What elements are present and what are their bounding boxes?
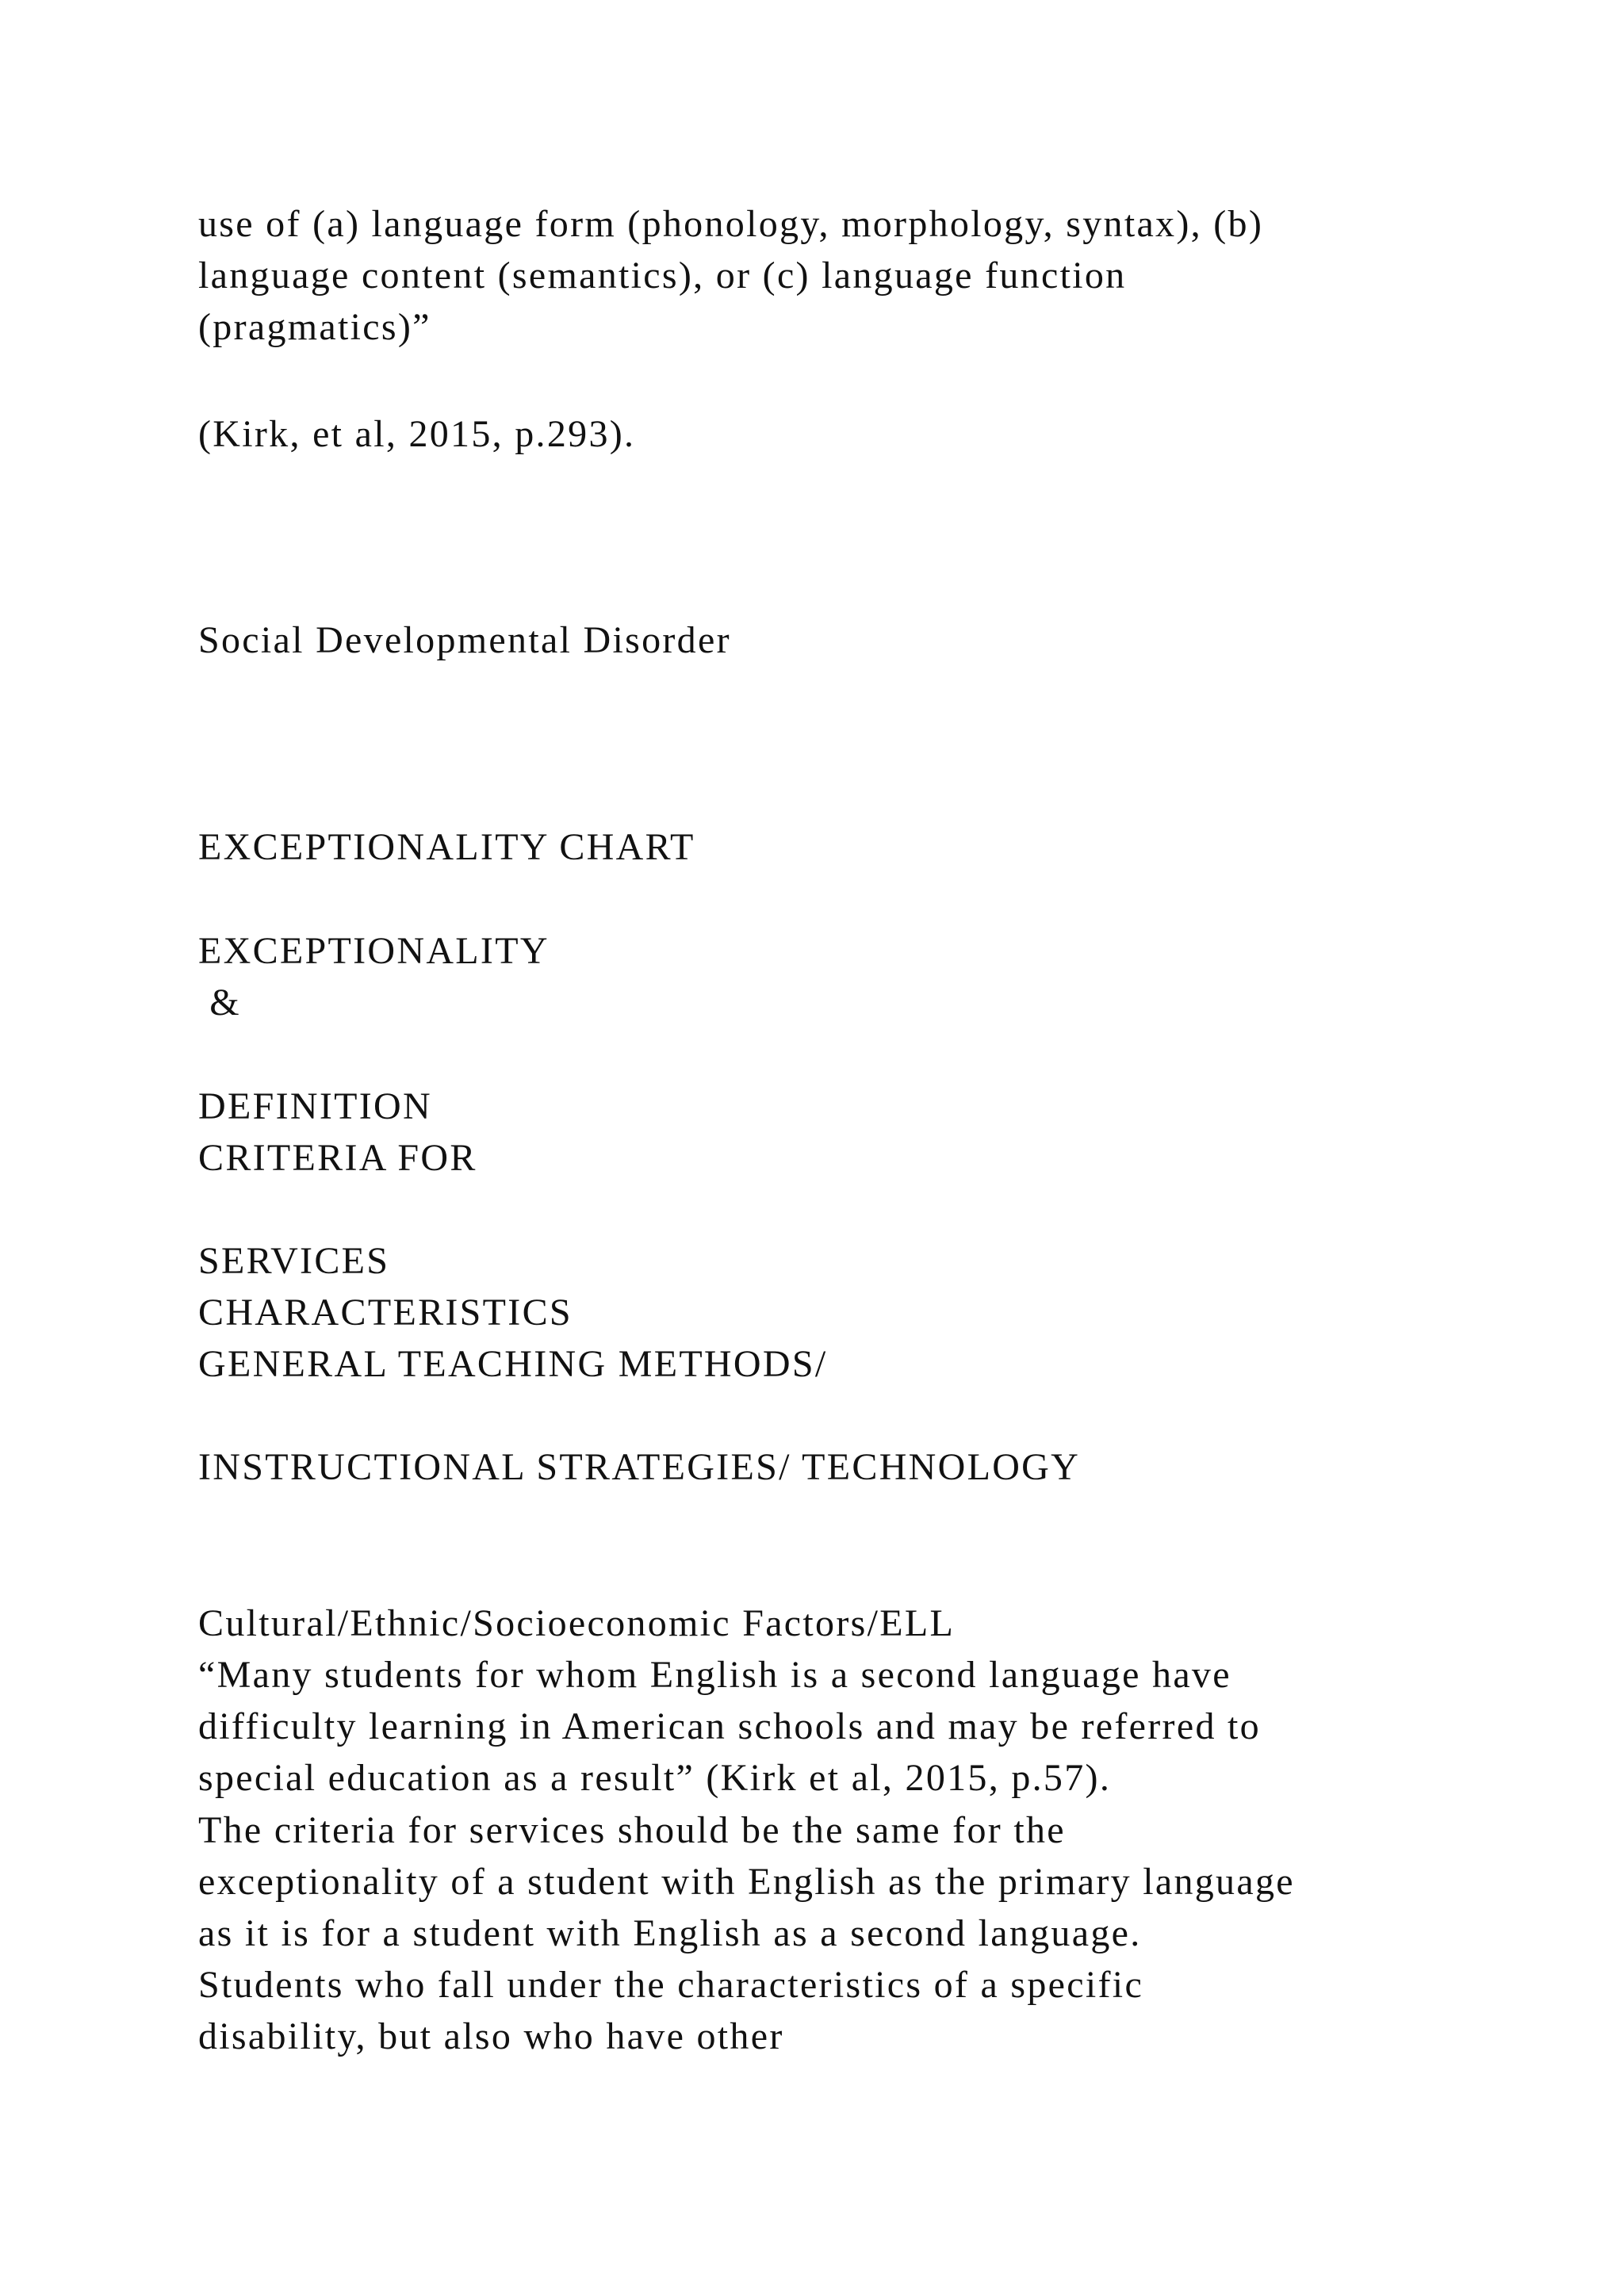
text-line: difficulty learning in American schools and may be referred to	[198, 1705, 1261, 1747]
text-line: &	[198, 982, 241, 1024]
text-line: INSTRUCTIONAL STRATEGIES/ TECHNOLOGY	[198, 1446, 1081, 1488]
text-line: EXCEPTIONALITY	[198, 930, 550, 972]
text-line: Students who fall under the characteristics of a specific	[198, 1964, 1144, 2006]
text-line: The criteria for services should be the same for the	[198, 1809, 1066, 1851]
text-line: SERVICES	[198, 1240, 390, 1282]
text-line: exceptionality of a student with English as the primary language	[198, 1861, 1295, 1903]
text-line: “Many students for whom English is a second language have	[198, 1654, 1231, 1696]
text-line: GENERAL TEACHING METHODS/	[198, 1343, 828, 1385]
text-line: as it is for a student with English as a second language.	[198, 1912, 1142, 1954]
citation-line: (Kirk, et al, 2015, p.293).	[198, 413, 636, 455]
section-heading: Social Developmental Disorder	[198, 619, 731, 661]
text-line: Cultural/Ethnic/Socioeconomic Factors/ELL	[198, 1602, 956, 1644]
text-line: DEFINITION	[198, 1085, 432, 1127]
text-line: use of (a) language form (phonology, morphology, syntax), (b)	[198, 203, 1264, 245]
text-line: (pragmatics)”	[198, 306, 431, 348]
text-line: CRITERIA FOR	[198, 1137, 477, 1179]
text-line: special education as a result” (Kirk et al, 2015, p.57).	[198, 1757, 1112, 1799]
text-line: language content (semantics), or (c) language function	[198, 254, 1127, 297]
text-line: CHARACTERISTICS	[198, 1292, 573, 1334]
chart-title: EXCEPTIONALITY CHART	[198, 826, 695, 868]
text-line: disability, but also who have other	[198, 2015, 784, 2057]
